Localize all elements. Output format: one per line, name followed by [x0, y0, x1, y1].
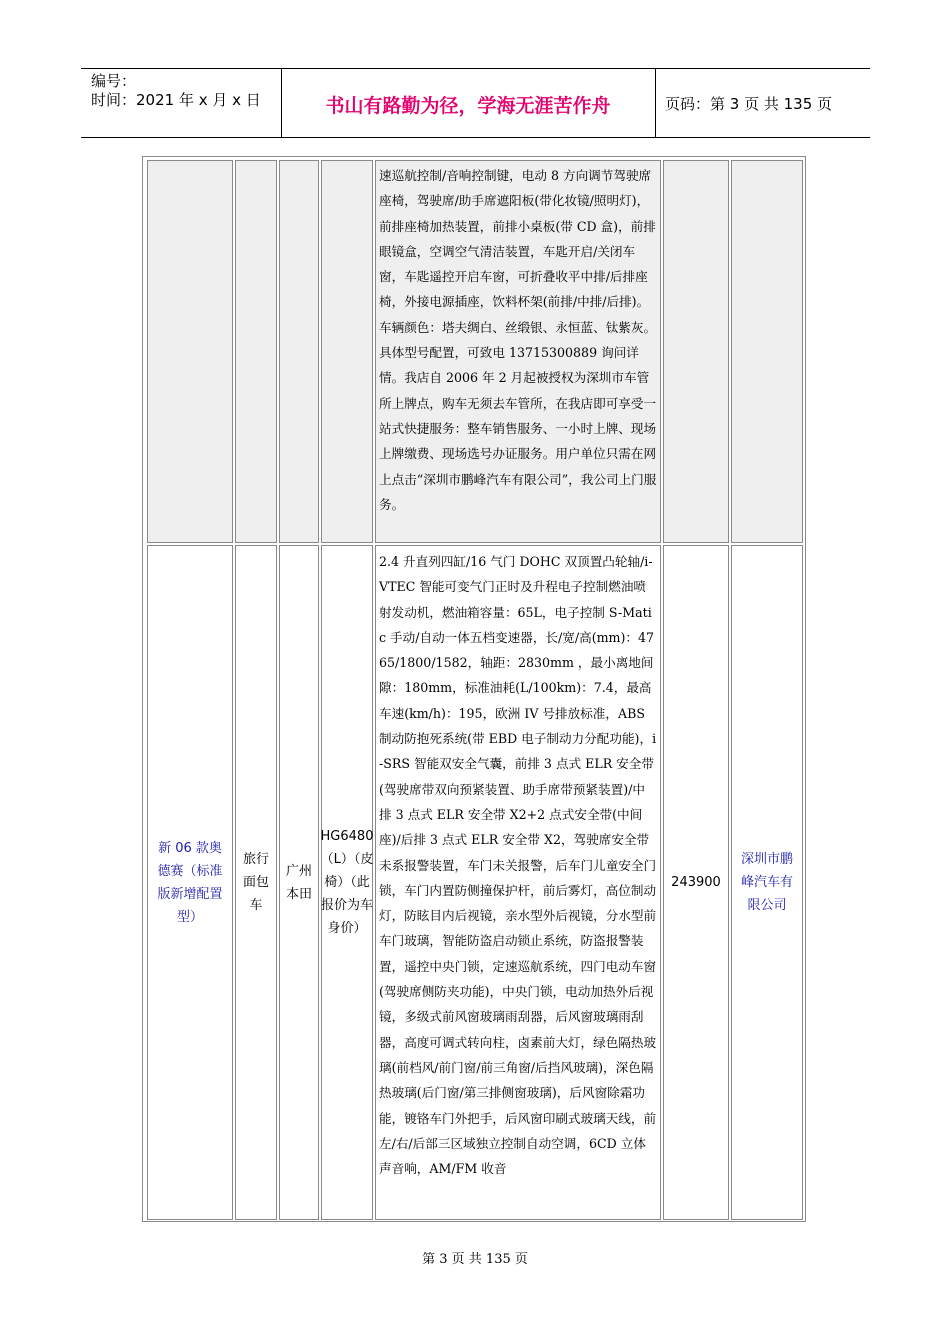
- dealer-link[interactable]: 深圳市鹏峰汽车有限公司: [740, 852, 793, 913]
- table-row-model[interactable]: [147, 545, 233, 1220]
- table-cell-price: [663, 160, 729, 543]
- document-number-label: 编号：: [91, 72, 137, 90]
- table-cell-description: 速巡航控制/音响控制键，电动 8 方向调节驾驶席座椅，驾驶席/助手席遮阳板(带化妆镜/照明灯)，前排座椅加热装置，前排小桌板(带 CD 盒)，前排眼镜盒，空调空气清洁装置，车匙开启/关闭车窗，车匙遥控开启车窗，可折叠收平中排/后排座椅，外接电源插座，饮料杯架(前排/中排/后排)。车辆颜色：塔夫绸白、丝缎银、永恒蓝、钛紫灰。具体型号配置，可致电 13715300889 询问详情。我店自 2006 年 2 月起被授权为深圳市车管所上牌点，购车无须去车管所，在我店即可享受一站式快捷服务：整车销售服务、一小时上牌、现场上牌缴费、现场选号办证服务。用户单位只需在网上点击“深圳市鹏峰汽车有限公司”，我公司上门服务。: [375, 160, 661, 543]
- header-divider: [655, 69, 656, 137]
- vehicle-type: 旅行面包车: [242, 852, 269, 913]
- vehicle-model-link[interactable]: 新 06 款奥德赛（标准版新增配置型）: [157, 840, 223, 925]
- table-row-price: [663, 545, 729, 1220]
- table-row-dealer[interactable]: [731, 545, 803, 1220]
- table-cell-model: [147, 160, 233, 543]
- table-row-manufacturer: [279, 545, 319, 1220]
- page-header: [81, 68, 870, 138]
- table-row-type: [235, 545, 277, 1220]
- manufacturer: 广州本田: [285, 863, 312, 902]
- table-cell-manufacturer: [279, 160, 319, 543]
- price: 243900: [671, 875, 721, 890]
- model-code: HG6480（L）（皮椅）（此报价为车身价）: [320, 829, 374, 936]
- table-row-code: [321, 545, 373, 1220]
- table-cell-dealer: [731, 160, 803, 543]
- table-cell-code: [321, 160, 373, 543]
- table-cell-type: [235, 160, 277, 543]
- header-page-number: 页码：第 3 页 共 135 页: [665, 95, 833, 113]
- page-footer: 第 3 页 共 135 页: [422, 1252, 528, 1267]
- table-row-description: 2.4 升直列四缸/16 气门 DOHC 双顶置凸轮轴/i-VTEC 智能可变气门正时及升程电子控制燃油喷射发动机，燃油箱容量：65L，电子控制 S-Matic 手动/自动一体五档变速器，长/宽/高(mm)：4765/1800/1582，轴距：2830mm ，最小离地间隙：180mm，标准油耗(L/100km)：7.4，最高车速(km/h)：195，欧洲 IV 号排放标准，ABS 制动防抱死系统(带 EBD 电子制动力分配功能)，i-SRS 智能双安全气囊，前排 3 点式 ELR 安全带(驾驶席带双向预紧装置、助手席带预紧装置)/中排 3 点式 ELR 安全带 X2+2 点式安全带(中间座)/后排 3 点式 ELR 安全带 X2，驾驶席安全带未系报警装置，车门未关报警，后车门儿童安全门锁，车门内置防侧撞保护杆，前后雾灯，高位制动灯，防眩目内后视镜，亲水型外后视镜，分水型前车门玻璃，智能防盗启动锁止系统，防盗报警装置，遥控中央门锁，定速巡航系统，四门电动车窗(驾驶席侧防夹功能)，中央门锁，电动加热外后视镜，多级式前风窗玻璃雨刮器，后风窗玻璃雨刮器，高度可调式转向柱，卤素前大灯，绿色隔热玻璃(前档风/前门窗/前三角窗/后挡风玻璃)，深色隔热玻璃(后门窗/第三排侧窗玻璃)，后风窗除霜功能，镀铬车门外把手，后风窗印刷式玻璃天线，前左/右/后部三区域独立控制自动空调，6CD 立体声音响，AM/FM 收音: [375, 545, 661, 1220]
- header-motto: 书山有路勤为径，学海无涯苦作舟: [325, 95, 611, 117]
- vehicle-price-table: [142, 156, 806, 1222]
- document-date: 时间：2021 年 x 月 x 日: [91, 91, 261, 109]
- header-left: [91, 72, 261, 110]
